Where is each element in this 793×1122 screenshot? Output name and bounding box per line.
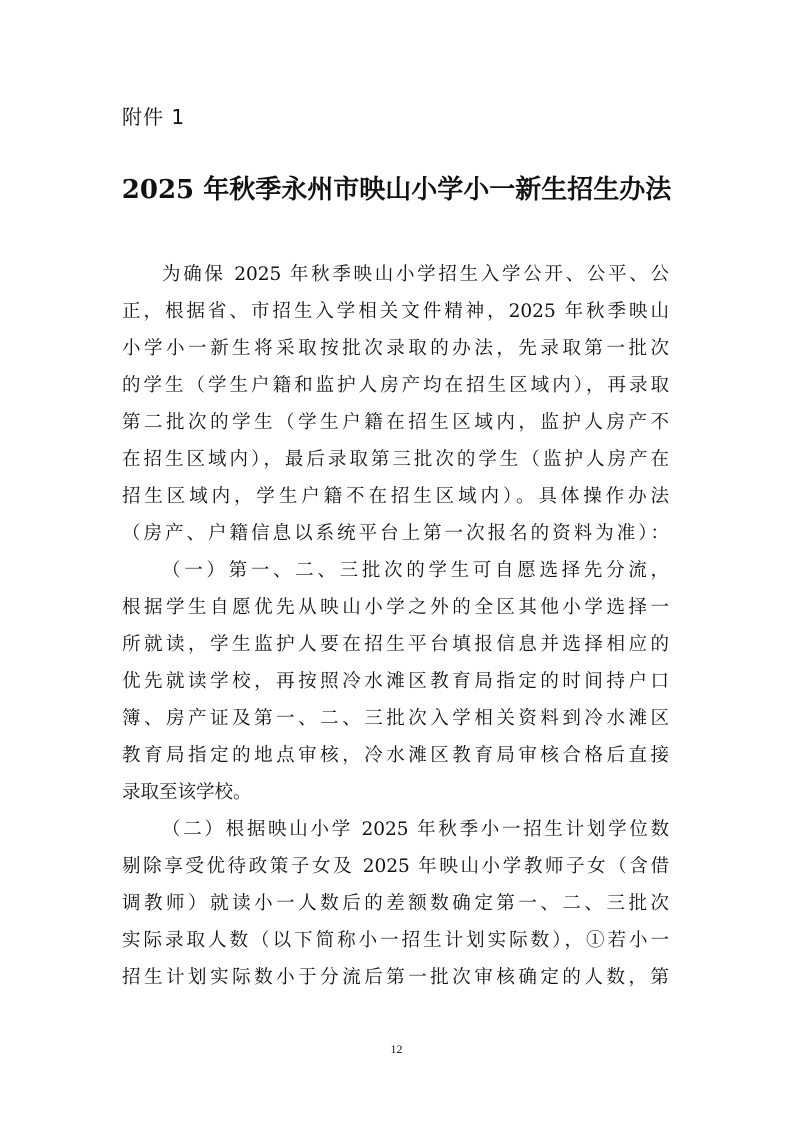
body-line: 所就读，学生监护人要在招生平台填报信息并选择相应的 [122, 634, 669, 655]
body-line: （一）第一、二、三批次的学生可自愿选择先分流， [162, 560, 669, 581]
body-line: 为确保 2025 年秋季映山小学招生入学公开、公平、公 [162, 264, 669, 285]
body-line: 剔除享受优待政策子女及 2025 年映山小学教师子女（含借 [122, 856, 669, 877]
body-line: 招生区域内，学生户籍不在招生区域内）。具体操作办法 [122, 486, 669, 507]
attachment-label: 附件 1 [122, 105, 186, 129]
body-line: 招生计划实际数小于分流后第一批次审核确定的人数，第 [122, 967, 669, 988]
body-line: 小学小一新生将采取按批次录取的办法，先录取第一批次 [122, 338, 669, 359]
body-line: 教育局指定的地点审核，冷水滩区教育局审核合格后直接 [122, 745, 669, 766]
body-line: 优先就读学校，再按照冷水滩区教育局指定的时间持户口 [122, 671, 669, 692]
body-line: 录取至该学校。 [122, 782, 252, 803]
body-line: （房产、户籍信息以系统平台上第一次报名的资料为准）： [122, 523, 669, 544]
page-number: 12 [390, 1042, 403, 1056]
body-line: （二）根据映山小学 2025 年秋季小一招生计划学位数 [162, 819, 669, 840]
body-line: 实际录取人数（以下简称小一招生计划实际数），①若小一 [122, 930, 669, 951]
body-line: 第二批次的学生（学生户籍在招生区域内，监护人房产不 [122, 412, 669, 433]
body-line: 正，根据省、市招生入学相关文件精神，2025 年秋季映山 [122, 301, 669, 322]
body-line: 调教师）就读小一人数后的差额数确定第一、二、三批次 [122, 893, 669, 914]
body-line: 簿、房产证及第一、二、三批次入学相关资料到冷水滩区 [122, 708, 669, 729]
body-line: 在招生区域内），最后录取第三批次的学生（监护人房产在 [122, 449, 669, 470]
body-line: 的学生（学生户籍和监护人房产均在招生区域内），再录取 [122, 375, 669, 396]
document-title: 2025 年秋季永州市映山小学小一新生招生办法 [121, 175, 672, 205]
document-body [122, 256, 672, 996]
body-line: 根据学生自愿优先从映山小学之外的全区其他小学选择一 [122, 597, 669, 618]
